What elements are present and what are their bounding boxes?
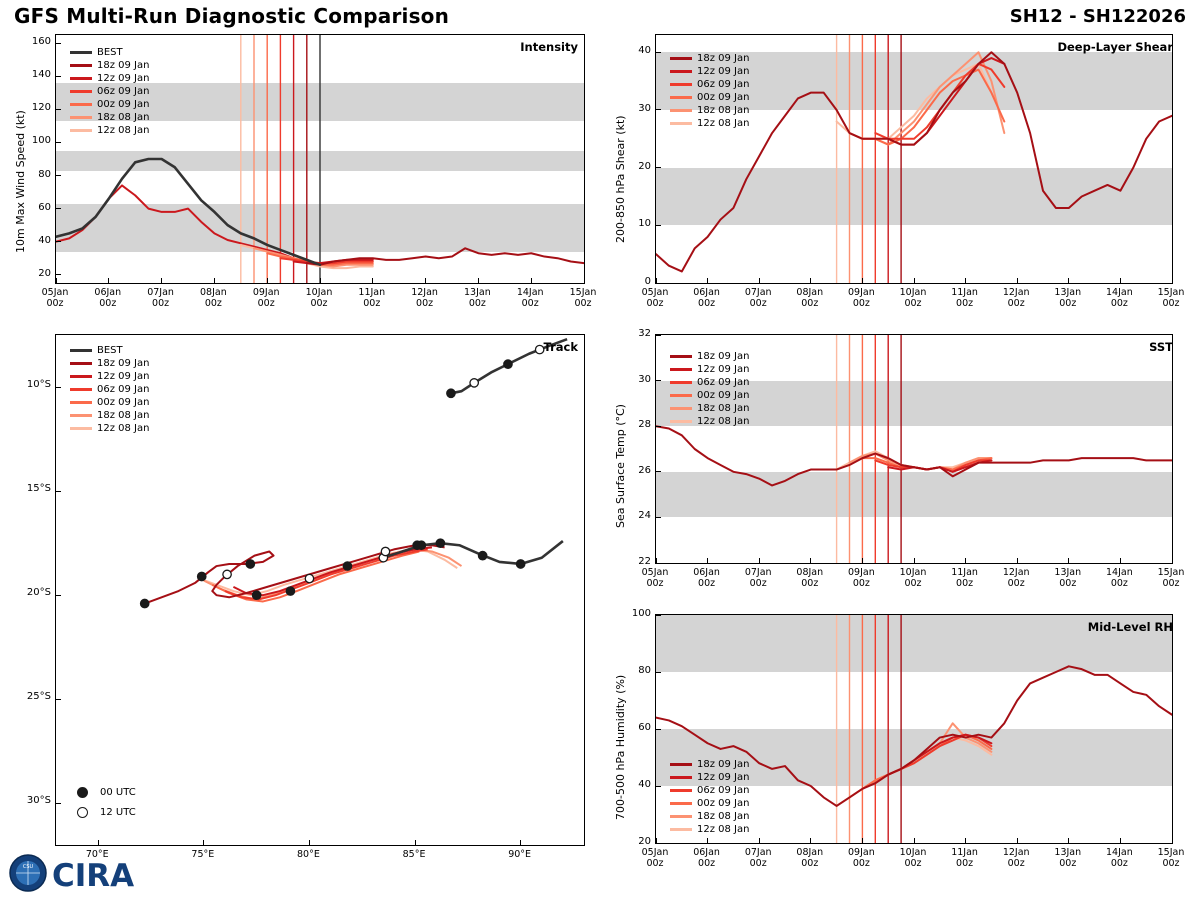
legend-item[interactable] <box>670 389 749 402</box>
legend-swatch <box>70 77 92 80</box>
y-tick <box>56 274 61 275</box>
legend-label: 12z 09 Jan <box>697 66 750 77</box>
x-tick-label: 06Jan 00z <box>693 287 720 309</box>
y-tick-label: 22 <box>638 556 651 567</box>
legend-swatch <box>670 368 692 371</box>
x-tick-label: 11Jan 00z <box>951 567 978 589</box>
legend-label: 18z 08 Jan <box>697 105 750 116</box>
x-tick-label: 09Jan 00z <box>848 567 875 589</box>
legend-item[interactable] <box>670 91 749 104</box>
x-tick <box>810 558 811 563</box>
legend-swatch <box>670 815 692 818</box>
legend-label: 18z 09 Jan <box>697 759 750 770</box>
legend-item[interactable] <box>670 797 749 810</box>
panel-rh <box>600 608 1200 898</box>
legend-label: 06z 09 Jan <box>697 377 750 388</box>
legend-item[interactable] <box>670 376 749 389</box>
legend-item[interactable] <box>670 52 749 65</box>
x-tick-label: 13Jan 00z <box>1054 847 1082 869</box>
legend-swatch <box>670 57 692 60</box>
legend-label: 00z 09 Jan <box>697 92 750 103</box>
y-tick <box>56 175 61 176</box>
legend-item[interactable] <box>670 771 749 784</box>
legend-label: 06z 09 Jan <box>697 785 750 796</box>
legend-swatch <box>670 381 692 384</box>
x-tick <box>1017 278 1018 283</box>
x-tick <box>914 278 915 283</box>
y-tick-label: 100 <box>631 608 651 619</box>
legend-item[interactable] <box>670 363 749 376</box>
x-tick <box>965 558 966 563</box>
y-tick <box>656 786 661 787</box>
x-tick <box>914 838 915 843</box>
y-tick <box>656 843 661 844</box>
legend-item[interactable] <box>670 350 749 363</box>
legend-swatch <box>70 103 92 106</box>
legend-swatch <box>70 129 92 132</box>
legend-swatch <box>670 109 692 112</box>
x-tick <box>810 838 811 843</box>
y-tick-label: 30 <box>638 373 651 385</box>
y-tick <box>56 208 61 209</box>
x-tick-label: 11Jan 00z <box>951 287 978 309</box>
legend-label: 12z 08 Jan <box>97 423 150 434</box>
x-tick <box>98 840 99 845</box>
x-tick <box>1120 558 1121 563</box>
x-tick <box>309 840 310 845</box>
legend-item[interactable] <box>70 357 149 370</box>
legend-swatch <box>670 394 692 397</box>
legend-label: 18z 09 Jan <box>697 53 750 64</box>
x-tick-label: 13Jan 00z <box>1054 567 1082 589</box>
legend-label: 12z 08 Jan <box>697 118 750 129</box>
legend-item[interactable] <box>70 396 149 409</box>
y-tick-label: 40 <box>38 234 51 246</box>
x-tick-label: 08Jan 00z <box>796 567 824 589</box>
y-tick-label: 0 <box>644 276 651 287</box>
x-tick-label: 14Jan 00z <box>1106 567 1133 589</box>
x-tick-label: 07Jan 00z <box>744 567 772 589</box>
legend-label: 18z 09 Jan <box>697 351 750 362</box>
legend-item[interactable] <box>70 344 149 357</box>
rh-y-label: 700-500 hPa Humidity (%) <box>614 674 627 820</box>
x-tick <box>520 840 521 845</box>
legend-swatch <box>670 407 692 410</box>
x-tick-label: 09Jan 00z <box>848 847 875 869</box>
x-tick <box>1068 558 1069 563</box>
x-tick <box>965 838 966 843</box>
y-tick-label: 140 <box>31 69 51 81</box>
legend-item[interactable] <box>70 383 149 396</box>
x-tick <box>1068 278 1069 283</box>
open-circle-icon <box>77 807 88 818</box>
x-tick-label: 10Jan 00z <box>899 567 927 589</box>
legend-swatch <box>70 375 92 378</box>
x-tick-label: 06Jan 00z <box>94 287 122 309</box>
x-tick <box>759 558 760 563</box>
sst-y-label: Sea Surface Temp (°C) <box>614 404 627 528</box>
y-tick <box>56 241 61 242</box>
y-tick <box>656 517 661 518</box>
y-tick-label: 30°S <box>26 795 51 807</box>
panel-sst <box>600 328 1200 608</box>
x-tick <box>656 838 657 843</box>
track-legend <box>70 344 149 435</box>
legend-swatch <box>670 763 692 766</box>
rh-legend <box>670 758 749 836</box>
legend-item[interactable] <box>70 111 149 124</box>
y-tick-label: 80 <box>38 168 51 180</box>
legend-swatch <box>70 51 92 54</box>
y-tick-label: 10 <box>638 218 651 230</box>
legend-swatch <box>70 414 92 417</box>
legend-item[interactable] <box>70 370 149 383</box>
legend-item[interactable] <box>70 422 149 435</box>
legend-item[interactable] <box>670 117 749 130</box>
legend-swatch <box>670 776 692 779</box>
x-tick-label: 12Jan 00z <box>1002 567 1030 589</box>
x-tick <box>707 558 708 563</box>
y-tick <box>656 729 661 730</box>
y-tick <box>656 167 661 168</box>
y-tick-label: 100 <box>31 135 51 147</box>
x-tick <box>372 278 373 283</box>
x-tick-label: 15Jan 00z <box>1157 847 1185 869</box>
y-tick-label: 160 <box>31 36 51 48</box>
legend-label: 00z 09 Jan <box>97 99 150 110</box>
rh-title: Mid-Level RH <box>1087 620 1173 634</box>
x-tick <box>1017 838 1018 843</box>
x-tick-label: 75°E <box>191 849 215 860</box>
y-tick-label: 20 <box>638 836 651 847</box>
legend-label: 06z 09 Jan <box>97 86 150 97</box>
x-tick <box>862 838 863 843</box>
x-tick <box>1172 838 1173 843</box>
x-tick-label: 14Jan 00z <box>1106 287 1133 309</box>
x-tick <box>707 278 708 283</box>
x-tick <box>425 278 426 283</box>
x-tick-label: 13Jan 00z <box>464 287 491 309</box>
y-tick <box>56 109 61 110</box>
legend-label: BEST <box>97 345 123 356</box>
y-tick <box>656 52 661 53</box>
x-tick <box>1172 558 1173 563</box>
x-tick-label: 05Jan 00z <box>641 847 669 869</box>
y-tick-label: 10°S <box>26 379 51 391</box>
y-tick-label: 26 <box>638 464 651 476</box>
y-tick-label: 24 <box>638 510 651 522</box>
x-tick-label: 08Jan 00z <box>796 287 824 309</box>
legend-swatch <box>670 96 692 99</box>
x-tick <box>415 840 416 845</box>
x-tick <box>584 278 585 283</box>
x-tick-label: 12Jan 00z <box>1002 847 1030 869</box>
y-tick <box>656 672 661 673</box>
track-marker-legend <box>72 782 136 822</box>
legend-label: 12z 08 Jan <box>697 824 750 835</box>
y-tick <box>656 563 661 564</box>
y-tick-label: 25°S <box>26 691 51 703</box>
legend-swatch <box>70 427 92 430</box>
y-tick-label: 30 <box>638 102 651 114</box>
legend-item[interactable] <box>670 104 749 117</box>
x-tick-label: 10Jan 00z <box>899 287 927 309</box>
intensity-legend <box>70 46 149 137</box>
x-tick <box>656 558 657 563</box>
x-tick-label: 12Jan 00z <box>1002 287 1030 309</box>
x-tick-label: 09Jan 00z <box>252 287 280 309</box>
y-tick-label: 20 <box>638 160 651 172</box>
legend-item[interactable] <box>670 810 749 823</box>
legend-swatch <box>670 122 692 125</box>
sst-legend <box>670 350 749 428</box>
y-tick <box>56 76 61 77</box>
legend-item[interactable] <box>670 758 749 771</box>
y-tick <box>56 803 61 804</box>
y-tick <box>656 471 661 472</box>
y-tick <box>56 491 61 492</box>
track-title: Track <box>543 340 578 354</box>
y-tick-label: 120 <box>31 102 51 114</box>
legend-item[interactable] <box>70 72 149 85</box>
legend-label: 00z 09 Jan <box>97 397 150 408</box>
x-tick <box>1017 558 1018 563</box>
panel-track <box>0 330 600 890</box>
legend-label: 12z 09 Jan <box>97 371 150 382</box>
legend-swatch <box>670 828 692 831</box>
legend-label: 18z 09 Jan <box>97 358 150 369</box>
legend-item[interactable] <box>670 78 749 91</box>
legend-item[interactable] <box>70 409 149 422</box>
x-tick-label: 05Jan 00z <box>641 567 669 589</box>
x-tick-label: 85°E <box>402 849 426 860</box>
x-tick <box>56 278 57 283</box>
x-tick <box>759 278 760 283</box>
x-tick <box>862 558 863 563</box>
x-tick-label: 08Jan 00z <box>200 287 227 309</box>
legend-swatch <box>670 789 692 792</box>
legend-label: 00z 09 Jan <box>697 798 750 809</box>
x-tick-label: 15Jan 00z <box>1157 287 1185 309</box>
x-tick-label: 80°E <box>297 849 320 860</box>
legend-label: 12z 09 Jan <box>697 772 750 783</box>
legend-swatch <box>70 401 92 404</box>
legend-label: 06z 09 Jan <box>97 384 150 395</box>
x-tick <box>707 838 708 843</box>
legend-swatch <box>670 355 692 358</box>
x-tick-label: 05Jan 00z <box>41 287 69 309</box>
legend-swatch <box>70 90 92 93</box>
x-tick <box>810 278 811 283</box>
y-tick <box>656 335 661 336</box>
x-tick <box>161 278 162 283</box>
x-tick-label: 08Jan 00z <box>796 847 824 869</box>
x-tick <box>965 278 966 283</box>
x-tick <box>531 278 532 283</box>
x-tick <box>656 278 657 283</box>
x-tick <box>478 278 479 283</box>
x-tick-label: 09Jan 00z <box>848 287 875 309</box>
intensity-y-label: 10m Max Wind Speed (kt) <box>14 110 27 253</box>
x-tick <box>759 838 760 843</box>
legend-swatch <box>70 362 92 365</box>
svg-text:CSU: CSU <box>22 864 34 870</box>
page-title: GFS Multi-Run Diagnostic Comparison <box>14 4 450 28</box>
y-tick <box>656 380 661 381</box>
marker-legend-label: 12 UTC <box>100 806 136 818</box>
panel-shear <box>600 28 1200 328</box>
x-tick-label: 11Jan 00z <box>358 287 386 309</box>
legend-item[interactable] <box>70 59 149 72</box>
filled-circle-icon <box>77 787 88 798</box>
legend-label: 12z 09 Jan <box>97 73 150 84</box>
shear-legend <box>670 52 749 130</box>
legend-item[interactable] <box>670 65 749 78</box>
x-tick-label: 06Jan 00z <box>693 847 720 869</box>
x-tick <box>1120 838 1121 843</box>
x-tick <box>108 278 109 283</box>
shear-title: Deep-Layer Shear <box>1057 40 1173 54</box>
legend-swatch <box>70 388 92 391</box>
x-tick-label: 14Jan 00z <box>516 287 544 309</box>
legend-swatch <box>670 83 692 86</box>
y-tick-label: 80 <box>638 665 651 676</box>
y-tick <box>656 283 661 284</box>
x-tick-label: 06Jan 00z <box>693 567 720 589</box>
y-tick <box>656 109 661 110</box>
legend-item[interactable] <box>70 124 149 137</box>
marker-legend-label: 00 UTC <box>100 786 136 798</box>
x-tick-label: 70°E <box>85 849 109 860</box>
x-tick-label: 13Jan 00z <box>1054 287 1082 309</box>
marker-legend-item <box>72 782 136 802</box>
x-tick-label: 15Jan 00z <box>1157 567 1185 589</box>
intensity-title: Intensity <box>520 40 578 54</box>
y-tick <box>56 142 61 143</box>
legend-label: 06z 09 Jan <box>697 79 750 90</box>
y-tick-label: 15°S <box>26 483 51 495</box>
shear-y-label: 200-850 hPa Shear (kt) <box>614 115 627 243</box>
x-tick <box>1120 278 1121 283</box>
x-tick-label: 12Jan 00z <box>411 287 438 309</box>
x-tick <box>214 278 215 283</box>
x-tick <box>862 278 863 283</box>
legend-label: 18z 08 Jan <box>97 112 150 123</box>
y-tick-label: 40 <box>638 779 651 790</box>
y-tick-label: 28 <box>638 419 651 431</box>
x-tick <box>1068 838 1069 843</box>
x-tick <box>914 558 915 563</box>
legend-item[interactable] <box>670 415 749 428</box>
y-tick <box>56 387 61 388</box>
y-tick <box>56 595 61 596</box>
legend-label: 12z 08 Jan <box>697 416 750 427</box>
legend-item[interactable] <box>70 85 149 98</box>
legend-swatch <box>70 64 92 67</box>
x-tick-label: 10Jan 00z <box>899 847 927 869</box>
legend-swatch <box>670 70 692 73</box>
legend-label: 18z 09 Jan <box>97 60 150 71</box>
y-tick <box>56 43 61 44</box>
svg-text:CIRA: CIRA <box>52 858 135 894</box>
cira-logo <box>8 852 188 894</box>
legend-item[interactable] <box>70 98 149 111</box>
legend-label: 00z 09 Jan <box>697 390 750 401</box>
x-tick-label: 11Jan 00z <box>951 847 978 869</box>
storm-id-title: SH12 - SH122026 <box>1009 6 1186 27</box>
x-tick-label: 07Jan 00z <box>744 287 772 309</box>
x-tick-label: 07Jan 00z <box>147 287 174 309</box>
legend-label: 18z 08 Jan <box>697 403 750 414</box>
legend-swatch <box>70 116 92 119</box>
panel-intensity <box>0 28 600 328</box>
legend-swatch <box>670 802 692 805</box>
legend-item[interactable] <box>70 46 149 59</box>
y-tick-label: 20°S <box>26 587 51 599</box>
legend-swatch <box>670 420 692 423</box>
legend-label: 12z 09 Jan <box>697 364 750 375</box>
y-tick-label: 60 <box>38 201 51 213</box>
legend-item[interactable] <box>670 823 749 836</box>
y-tick-label: 20 <box>38 267 51 279</box>
y-tick-label: 32 <box>638 328 651 339</box>
legend-label: 18z 08 Jan <box>697 811 750 822</box>
legend-label: BEST <box>97 47 123 58</box>
x-tick <box>203 840 204 845</box>
legend-label: 12z 08 Jan <box>97 125 150 136</box>
legend-swatch <box>70 349 92 352</box>
sst-title: SST <box>1149 340 1173 354</box>
y-tick <box>656 225 661 226</box>
x-tick <box>267 278 268 283</box>
x-tick <box>320 278 321 283</box>
x-tick-label: 05Jan 00z <box>641 287 669 309</box>
x-tick-label: 07Jan 00z <box>744 847 772 869</box>
y-tick-label: 60 <box>638 722 651 733</box>
legend-label: 18z 08 Jan <box>97 410 150 421</box>
legend-item[interactable] <box>670 784 749 797</box>
x-tick-label: 90°E <box>508 849 532 860</box>
x-tick-label: 10Jan 00z <box>305 287 333 309</box>
y-tick <box>56 699 61 700</box>
marker-legend-item <box>72 802 136 822</box>
y-tick <box>656 426 661 427</box>
x-tick <box>1172 278 1173 283</box>
legend-item[interactable] <box>670 402 749 415</box>
y-tick <box>656 615 661 616</box>
x-tick-label: 15Jan 00z <box>569 287 597 309</box>
x-tick-label: 14Jan 00z <box>1106 847 1133 869</box>
y-tick-label: 40 <box>638 45 651 57</box>
